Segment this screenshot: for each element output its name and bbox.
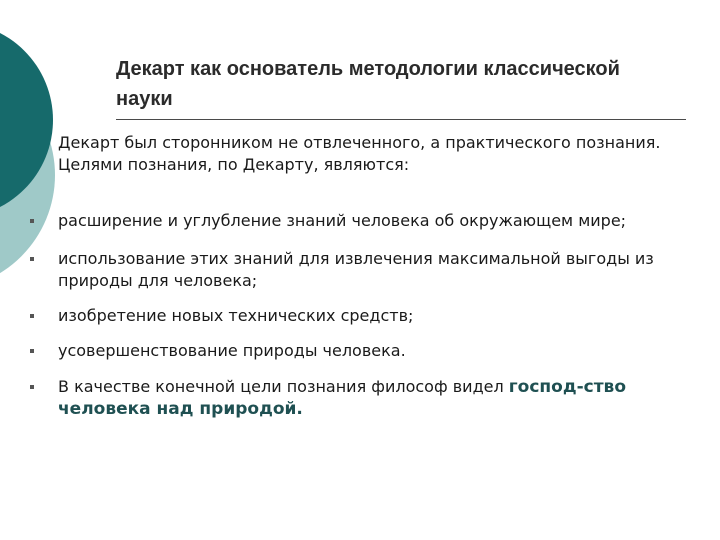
list-item	[58, 376, 698, 420]
bullet-icon	[30, 349, 34, 353]
list-item	[58, 340, 698, 362]
list-item-text: изобретение новых технических средств;	[58, 306, 414, 325]
slide-title: Декарт как основатель методологии классической науки	[116, 58, 620, 110]
list-item-text: расширение и углубление знаний человека об окружающем мире;	[58, 211, 627, 230]
title-divider	[116, 119, 686, 120]
list-item-text: усовершенствование природы человека.	[58, 341, 406, 360]
bullet-icon	[30, 385, 34, 389]
list-item-text: использование этих знаний для извлечения максимальной выгоды из природы для человека;	[58, 249, 654, 290]
intro-paragraph: Декарт был сторонником не отвлеченного, а практического познания. Целями познания, по Декарту, являются:	[58, 133, 661, 174]
emphasis-text: господ-ство человека над природой.	[58, 377, 626, 419]
list-item	[58, 305, 698, 327]
list-item	[58, 248, 698, 292]
list-item-text: В качестве конечной цели познания философ видел	[58, 377, 509, 396]
bullet-icon	[30, 314, 34, 318]
bullet-icon	[30, 219, 34, 223]
list-item	[58, 210, 698, 232]
bullet-icon	[30, 257, 34, 261]
